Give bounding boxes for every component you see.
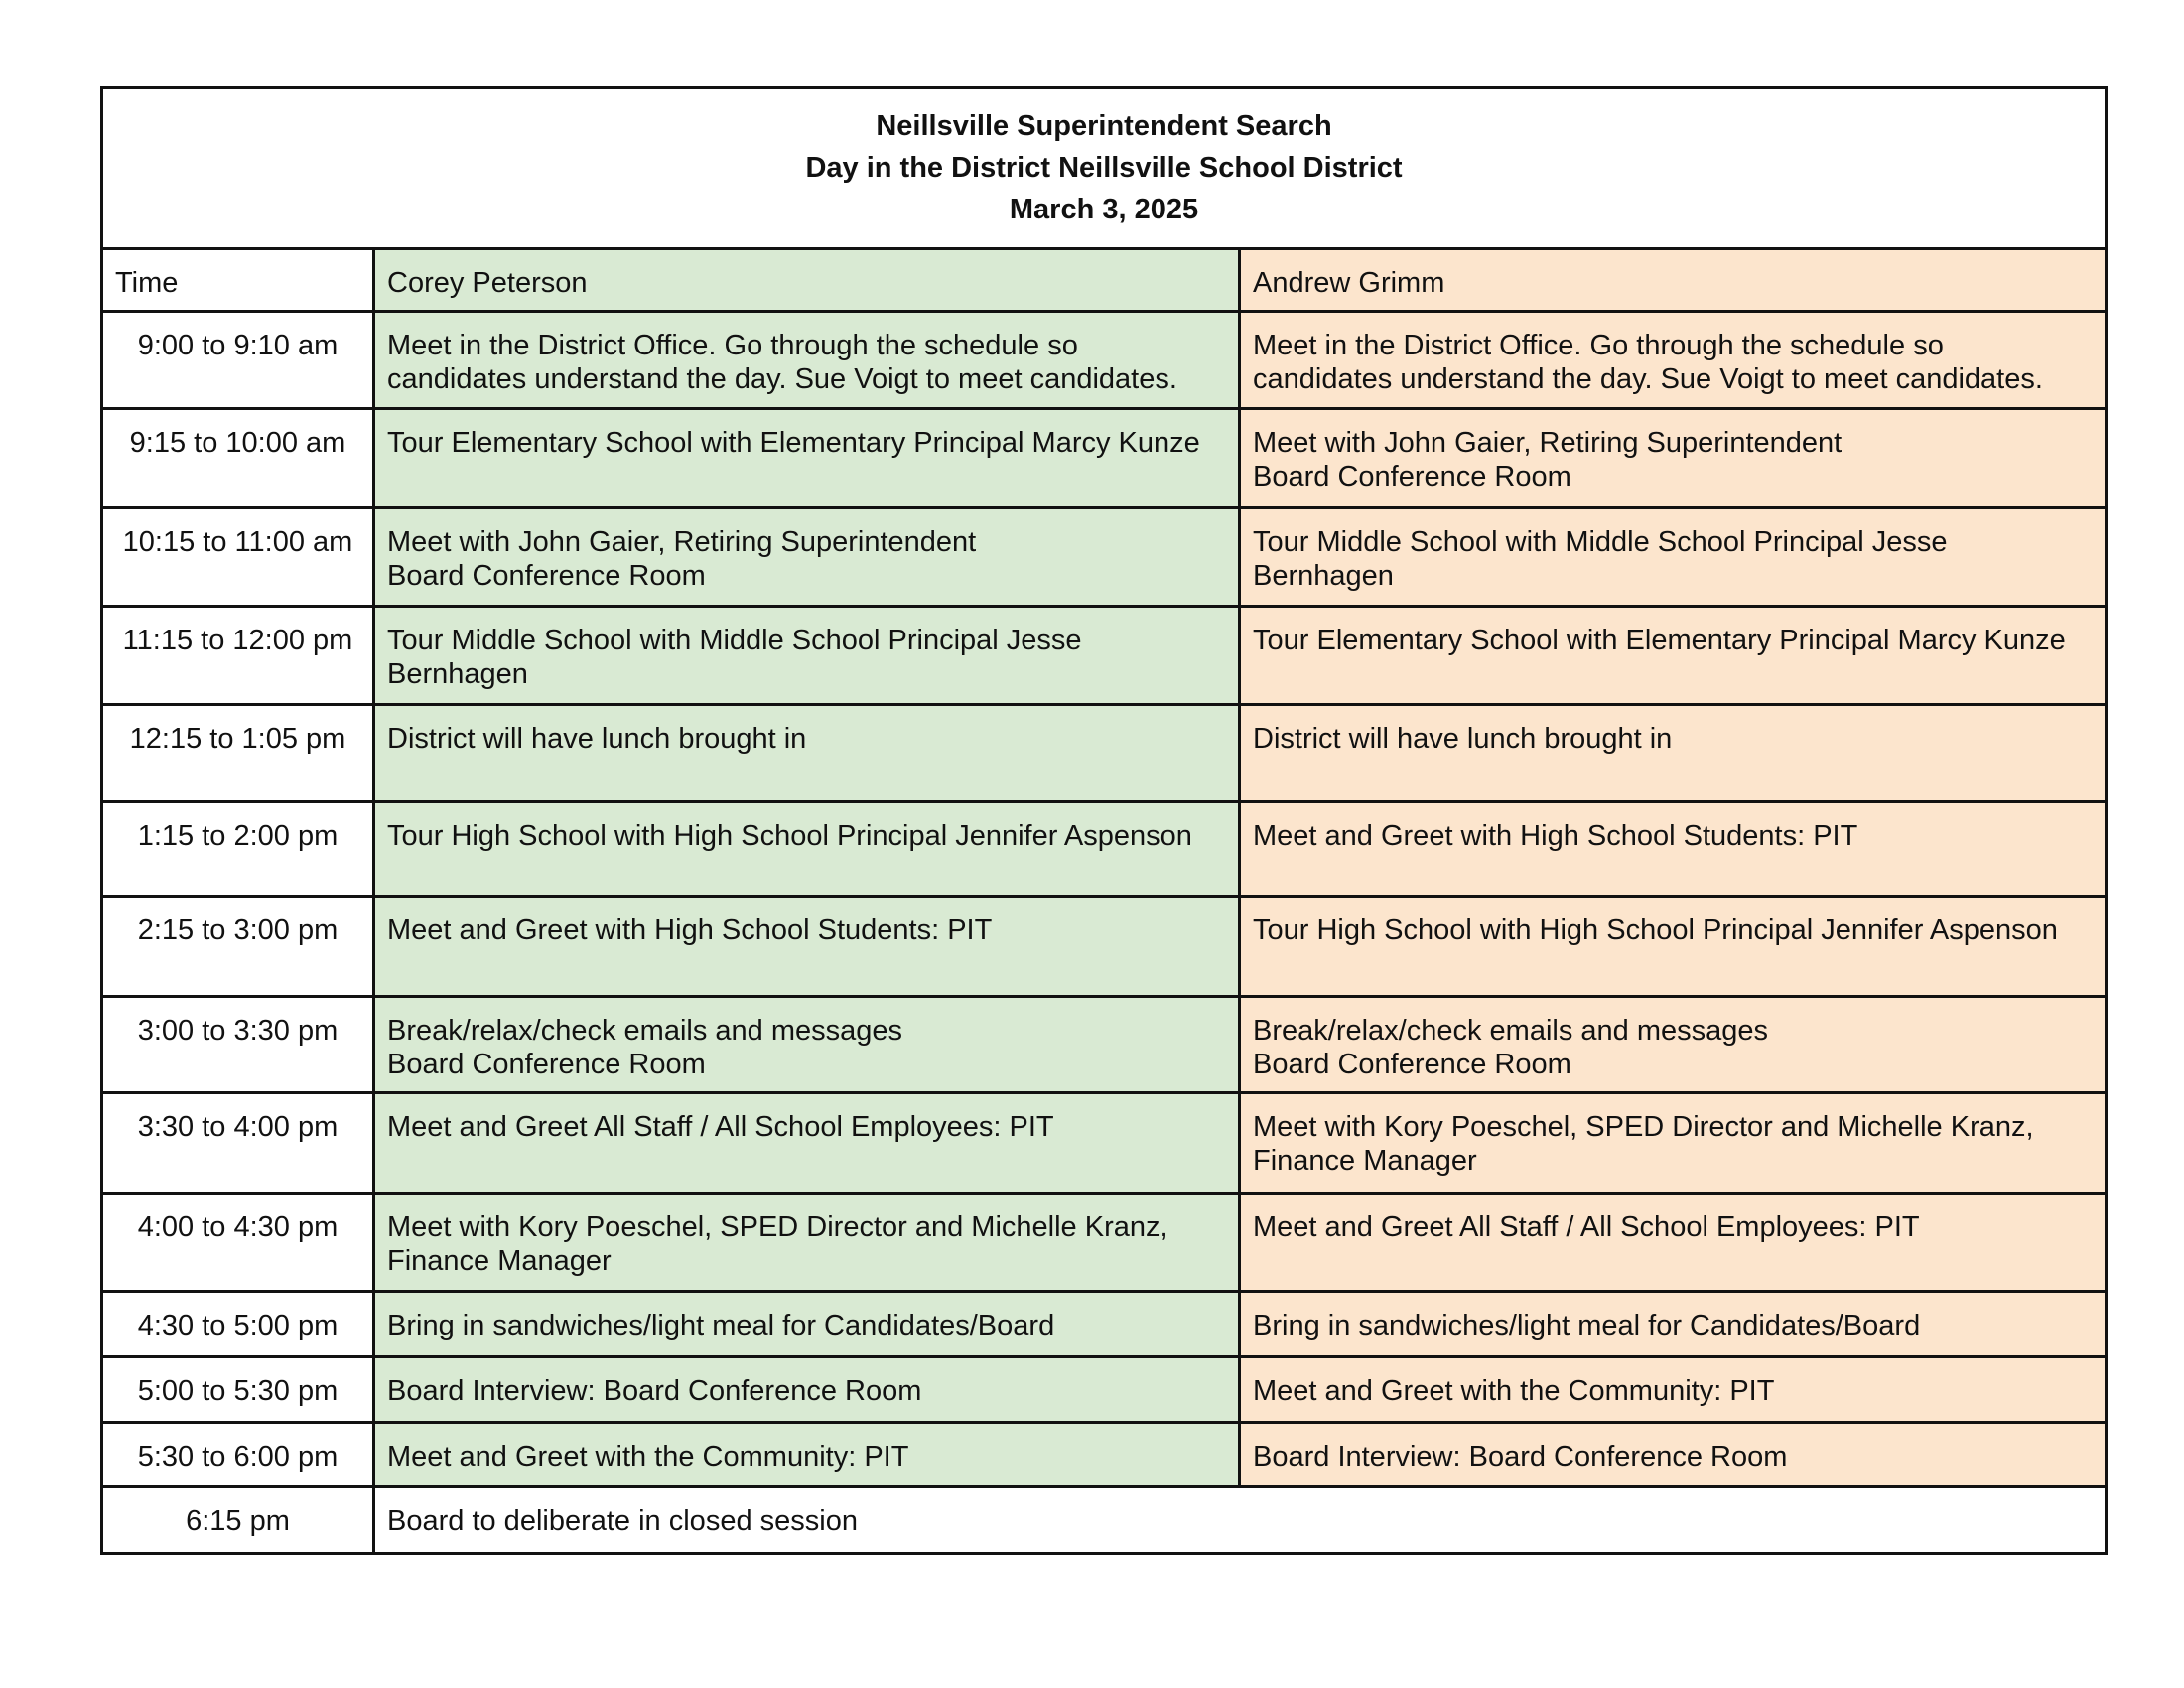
- time-cell: 12:15 to 1:05 pm: [102, 705, 374, 802]
- candidate-a-cell: [374, 1423, 1240, 1487]
- column-header-time: Time: [102, 249, 374, 312]
- candidate-a-cell: [374, 1292, 1240, 1357]
- candidate-b-cell: [1240, 607, 2107, 705]
- final-row-text: Board to deliberate in closed session: [374, 1487, 2107, 1554]
- title-line-3: March 3, 2025: [1009, 194, 1199, 225]
- cell-text-line: District will have lunch brought in: [1253, 723, 1673, 755]
- schedule-row: [102, 1357, 2107, 1423]
- cell-text-line: Meet and Greet with the Community: PIT: [1253, 1375, 1775, 1407]
- cell-text-line: Break/relax/check emails and messages: [387, 1015, 903, 1047]
- candidate-b-cell: [1240, 409, 2107, 508]
- final-row: [102, 1487, 2107, 1554]
- candidate-b-cell: [1240, 508, 2107, 607]
- cell-text-line: Bring in sandwiches/light meal for Candidates/Board: [1253, 1310, 1921, 1341]
- candidate-a-cell: [374, 897, 1240, 997]
- schedule-row: [102, 997, 2107, 1093]
- cell-text-line: Meet with John Gaier, Retiring Superintendent: [1253, 427, 1843, 459]
- time-cell: 2:15 to 3:00 pm: [102, 897, 374, 997]
- time-cell: 1:15 to 2:00 pm: [102, 802, 374, 897]
- cell-text-line: Board Conference Room: [387, 560, 706, 592]
- candidate-a-cell: [374, 508, 1240, 607]
- schedule-row: [102, 508, 2107, 607]
- cell-text-line: Tour Elementary School with Elementary Principal Marcy Kunze: [1253, 625, 2066, 656]
- schedule-row: [102, 409, 2107, 508]
- time-cell: 6:15 pm: [102, 1487, 374, 1554]
- cell-text-line: candidates understand the day. Sue Voigt to meet candidates.: [387, 363, 1177, 395]
- schedule-row: [102, 1093, 2107, 1194]
- candidate-b-cell: [1240, 1423, 2107, 1487]
- schedule-body: [102, 312, 2107, 1554]
- candidate-b-cell: [1240, 312, 2107, 409]
- candidate-b-cell: [1240, 705, 2107, 802]
- cell-text-line: Meet in the District Office. Go through the schedule so: [387, 330, 1078, 361]
- cell-text-line: Meet and Greet with High School Students: PIT: [1253, 820, 1858, 852]
- cell-text-line: Board Conference Room: [387, 1049, 706, 1080]
- title-line-1: Neillsville Superintendent Search: [876, 110, 1332, 142]
- time-cell: 4:00 to 4:30 pm: [102, 1194, 374, 1292]
- cell-text-line: Meet and Greet All Staff / All School Employees: PIT: [1253, 1211, 1920, 1243]
- cell-text-line: Meet with John Gaier, Retiring Superintendent: [387, 526, 977, 558]
- cell-text-line: Finance Manager: [1253, 1145, 1477, 1177]
- candidate-b-cell: [1240, 1093, 2107, 1194]
- title-row: [102, 88, 2107, 249]
- cell-text-line: Tour High School with High School Principal Jennifer Aspenson: [387, 820, 1192, 852]
- candidate-a-cell: [374, 1357, 1240, 1423]
- schedule-row: [102, 1194, 2107, 1292]
- schedule-row: [102, 802, 2107, 897]
- title-line-2: Day in the District Neillsville School District: [805, 152, 1403, 184]
- candidate-b-cell: [1240, 997, 2107, 1093]
- schedule-row: [102, 705, 2107, 802]
- time-cell: 9:15 to 10:00 am: [102, 409, 374, 508]
- cell-text-line: Board Conference Room: [1253, 461, 1571, 492]
- time-cell: 4:30 to 5:00 pm: [102, 1292, 374, 1357]
- candidate-b-cell: [1240, 802, 2107, 897]
- document-title: [102, 88, 2107, 249]
- candidate-b-cell: [1240, 897, 2107, 997]
- candidate-b-cell: [1240, 1357, 2107, 1423]
- candidate-a-cell: [374, 802, 1240, 897]
- cell-text-line: Meet and Greet All Staff / All School Employees: PIT: [387, 1111, 1054, 1143]
- schedule-row: [102, 1423, 2107, 1487]
- candidate-a-cell: [374, 705, 1240, 802]
- cell-text-line: candidates understand the day. Sue Voigt to meet candidates.: [1253, 363, 2043, 395]
- cell-text-line: Board Conference Room: [1253, 1049, 1571, 1080]
- schedule-row: [102, 312, 2107, 409]
- time-cell: 9:00 to 9:10 am: [102, 312, 374, 409]
- schedule-row: [102, 897, 2107, 997]
- cell-text-line: Bring in sandwiches/light meal for Candidates/Board: [387, 1310, 1055, 1341]
- cell-text-line: Bernhagen: [1253, 560, 1394, 592]
- header-row: [102, 249, 2107, 312]
- cell-text-line: Meet with Kory Poeschel, SPED Director and Michelle Kranz,: [387, 1211, 1168, 1243]
- cell-text-line: District will have lunch brought in: [387, 723, 807, 755]
- candidate-a-cell: [374, 997, 1240, 1093]
- cell-text-line: Meet with Kory Poeschel, SPED Director and Michelle Kranz,: [1253, 1111, 2034, 1143]
- cell-text-line: Finance Manager: [387, 1245, 612, 1277]
- schedule-row: [102, 1292, 2107, 1357]
- cell-text-line: Meet in the District Office. Go through the schedule so: [1253, 330, 1944, 361]
- candidate-a-cell: [374, 312, 1240, 409]
- schedule-table: [100, 86, 2108, 1555]
- time-cell: 3:00 to 3:30 pm: [102, 997, 374, 1093]
- candidate-b-cell: [1240, 1292, 2107, 1357]
- candidate-a-cell: [374, 409, 1240, 508]
- cell-text-line: Break/relax/check emails and messages: [1253, 1015, 1769, 1047]
- cell-text-line: Tour Elementary School with Elementary Principal Marcy Kunze: [387, 427, 1200, 459]
- cell-text-line: Tour Middle School with Middle School Principal Jesse: [1253, 526, 1948, 558]
- column-header-candidate-a: Corey Peterson: [374, 249, 1240, 312]
- schedule-row: [102, 607, 2107, 705]
- column-header-candidate-b: Andrew Grimm: [1240, 249, 2107, 312]
- cell-text-line: Board Interview: Board Conference Room: [1253, 1441, 1788, 1473]
- time-cell: 5:30 to 6:00 pm: [102, 1423, 374, 1487]
- cell-text-line: Meet and Greet with High School Students: PIT: [387, 914, 993, 946]
- cell-text-line: Meet and Greet with the Community: PIT: [387, 1441, 909, 1473]
- cell-text-line: Tour Middle School with Middle School Principal Jesse: [387, 625, 1082, 656]
- time-cell: 10:15 to 11:00 am: [102, 508, 374, 607]
- cell-text-line: Board Interview: Board Conference Room: [387, 1375, 922, 1407]
- candidate-a-cell: [374, 1194, 1240, 1292]
- cell-text-line: Tour High School with High School Principal Jennifer Aspenson: [1253, 914, 2058, 946]
- candidate-a-cell: [374, 607, 1240, 705]
- time-cell: 11:15 to 12:00 pm: [102, 607, 374, 705]
- time-cell: 3:30 to 4:00 pm: [102, 1093, 374, 1194]
- cell-text-line: Bernhagen: [387, 658, 528, 690]
- candidate-b-cell: [1240, 1194, 2107, 1292]
- candidate-a-cell: [374, 1093, 1240, 1194]
- time-cell: 5:00 to 5:30 pm: [102, 1357, 374, 1423]
